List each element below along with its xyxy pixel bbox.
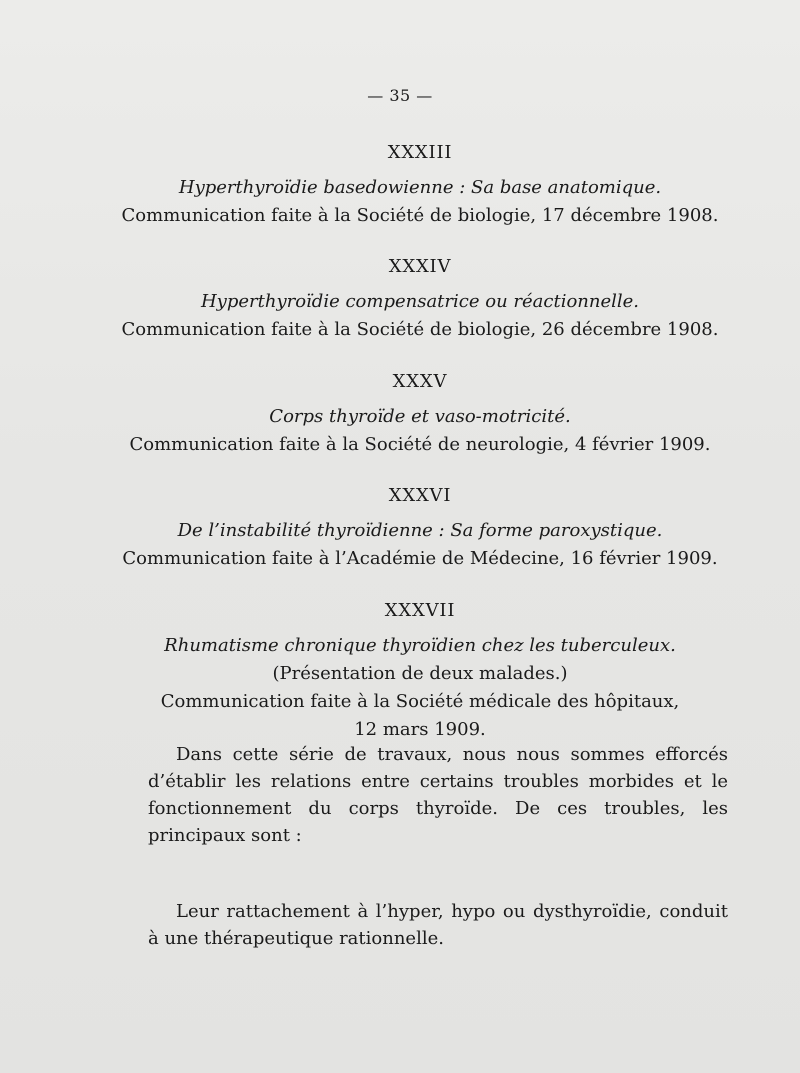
entry-title: Hyperthyroïdie basedowienne : Sa base anatomique.	[178, 177, 662, 198]
entry-subtitle: (Présentation de deux malades.)	[272, 663, 568, 684]
entry-communication: Communication faite à l’Académie de Médecine, 16 février 1909.	[122, 548, 718, 569]
entry-communication-date: 12 mars 1909.	[354, 719, 486, 740]
entry-communication: Communication faite à la Société de neurologie, 4 février 1909.	[129, 434, 711, 455]
entry-xxxv	[120, 369, 720, 459]
entry-numeral: XXXV	[392, 371, 448, 392]
entry-xxxiv	[120, 254, 720, 344]
entry-title: Rhumatisme chronique thyroïdien chez les tuberculeux.	[164, 635, 676, 656]
page-number: — 35 —	[367, 86, 433, 105]
paragraph-text: Dans cette série de travaux, nous nous sommes efforcés d’établir les relations entre certains troubles morbides et le fonctionnement du corps thyroïde. De ces troubles, les principaux sont :	[148, 744, 728, 846]
paragraph-text: Leur rattachement à l’hyper, hypo ou dysthyroïdie, conduit à une thérapeutique rationnelle.	[148, 901, 728, 949]
entry-numeral: XXXVI	[388, 485, 452, 506]
summary-paragraph	[148, 741, 728, 849]
entry-communication: Communication faite à la Société médicale des hôpitaux,	[160, 691, 680, 712]
entry-numeral: XXXIII	[387, 142, 453, 163]
entry-numeral: XXXVII	[384, 600, 456, 621]
entry-xxxiii	[120, 140, 720, 230]
entry-communication: Communication faite à la Société de biologie, 17 décembre 1908.	[121, 205, 719, 226]
entry-title: Corps thyroïde et vaso-motricité.	[269, 406, 571, 427]
entry-title: Hyperthyroïdie compensatrice ou réactionnelle.	[200, 291, 640, 312]
conclusion-paragraph	[148, 898, 728, 952]
entry-numeral: XXXIV	[388, 256, 452, 277]
entry-communication: Communication faite à la Société de biologie, 26 décembre 1908.	[121, 319, 719, 340]
entry-xxxvi	[120, 483, 720, 573]
entry-title: De l’instabilité thyroïdienne : Sa forme paroxystique.	[177, 520, 663, 541]
entry-xxxvii	[120, 598, 720, 744]
